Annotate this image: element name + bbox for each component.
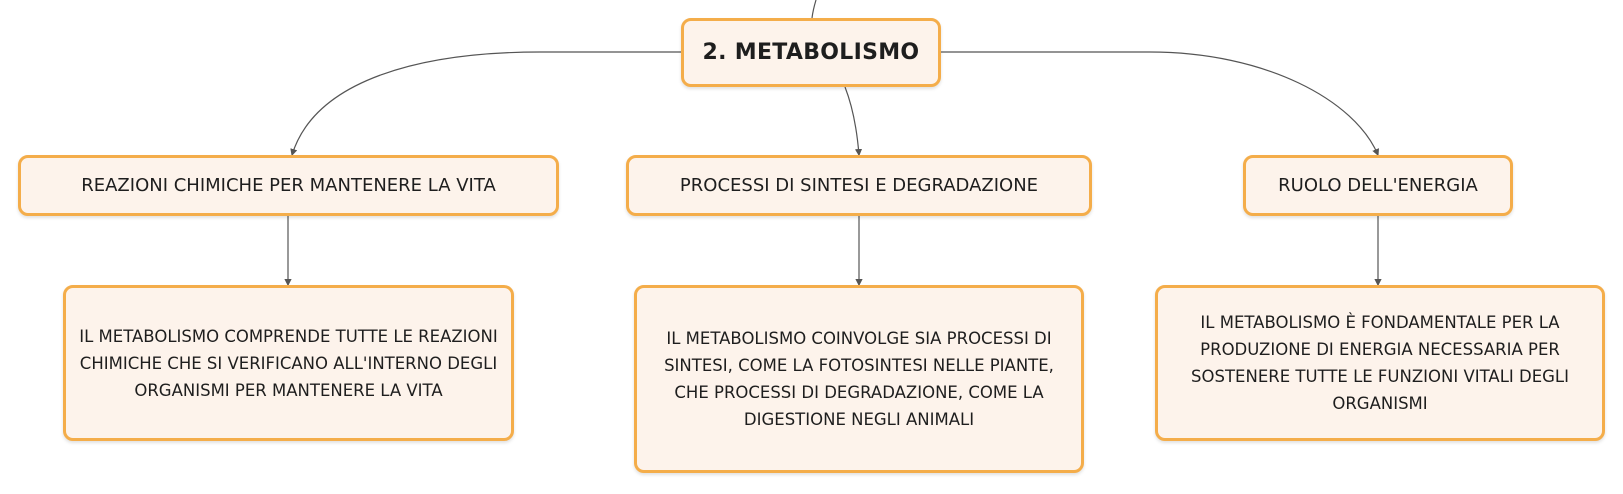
detail-node-text: IL METABOLISMO COMPRENDE TUTTE LE REAZIONI CHIMICHE CHE SI VERIFICANO ALL'INTERNO DEGLI ORGANISMI PER MANTENERE LA VITA [79, 326, 498, 400]
detail-node-chemical-reactions[interactable] [63, 285, 514, 441]
root-node-label: 2. METABOLISMO [702, 40, 920, 65]
detail-node-text: IL METABOLISMO COINVOLGE SIA PROCESSI DI SINTESI, COME LA FOTOSINTESI NELLE PIANTE, CHE PROCESSI DI DEGRADAZIONE, COME LA DIGESTIONE NEGLI ANIMALI [664, 329, 1054, 429]
detail-node-text: IL METABOLISMO È FONDAMENTALE PER LA PRODUZIONE DI ENERGIA NECESSARIA PER SOSTENERE TUTTE LE FUNZIONI VITALI DEGLI ORGANISMI [1191, 313, 1569, 413]
topic-node-label: RUOLO DELL'ENERGIA [1278, 175, 1478, 196]
topic-node-label: REAZIONI CHIMICHE PER MANTENERE LA VITA [81, 175, 496, 196]
detail-node-energy-role[interactable] [1155, 285, 1605, 441]
connector-from-parent [812, 0, 816, 18]
topic-node-energy-role[interactable] [1243, 155, 1513, 216]
root-node[interactable] [681, 18, 941, 87]
connector-root-to-topic-1 [292, 52, 681, 155]
connector-root-to-topic-3 [941, 52, 1378, 155]
topic-node-label: PROCESSI DI SINTESI E DEGRADAZIONE [679, 175, 1039, 196]
detail-node-synthesis-degradation[interactable] [634, 285, 1084, 473]
topic-node-chemical-reactions[interactable] [18, 155, 559, 216]
connector-root-to-topic-2 [845, 87, 859, 155]
topic-node-synthesis-degradation[interactable] [626, 155, 1092, 216]
